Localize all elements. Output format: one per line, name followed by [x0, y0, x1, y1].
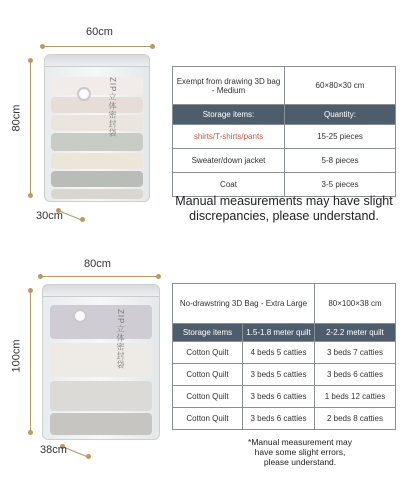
clothing-layer — [51, 153, 143, 169]
table-row — [173, 173, 396, 197]
table-row — [173, 342, 396, 364]
product2-table-title: No-drawstring 3D Bag - Extra Large — [173, 284, 315, 324]
clothing-layer — [51, 189, 143, 199]
valve-icon — [73, 309, 87, 323]
product2-depth-label: 38cm — [40, 444, 67, 456]
ruler-cap — [86, 454, 91, 459]
quilt-layer — [50, 413, 152, 435]
table-cell: shirts/T-shirts/pants — [173, 125, 285, 149]
product2-width-label: 80cm — [84, 258, 111, 270]
quilt-layer — [50, 343, 152, 377]
product2-height-ruler — [30, 290, 31, 432]
product2-height-label: 100cm — [10, 339, 23, 373]
product1-width-label: 60cm — [86, 26, 113, 38]
ruler-cap — [28, 430, 33, 435]
valve-icon — [77, 87, 91, 101]
product1-height-label: 80cm — [10, 104, 23, 132]
product2-header-items: Storage items — [173, 324, 243, 342]
ruler-cap — [28, 193, 33, 198]
clothing-layer — [51, 115, 143, 131]
ruler-cap — [28, 58, 33, 63]
table-row — [173, 364, 396, 386]
table-cell: Coat — [173, 173, 285, 197]
clothing-layer — [51, 133, 143, 151]
product2-width-ruler — [40, 276, 158, 277]
table-cell: 3 beds 6 catties — [243, 386, 315, 408]
bag-print-text: ZIP立体密封袋 — [108, 77, 117, 138]
table-cell: 3-5 pieces — [285, 173, 396, 197]
table-cell: 4 beds 5 catties — [243, 342, 315, 364]
zip-seal — [45, 55, 149, 67]
table-row — [173, 386, 396, 408]
table-row — [173, 408, 396, 430]
table-row — [173, 149, 396, 173]
product1-header-quantity: Quantity: — [285, 105, 396, 125]
product1-header-items: Storage items: — [173, 105, 285, 125]
product1-width-ruler — [42, 46, 152, 47]
ruler-cap — [156, 274, 161, 279]
table-cell: 3 beds 5 catties — [243, 364, 315, 386]
product2-header-quilt-large: 2-2.2 meter quilt — [315, 324, 396, 342]
product2-note: *Manual measurement may have some slight errors, please understand. — [248, 437, 352, 467]
zip-seal — [43, 285, 159, 297]
product2-table-size: 80×100×38 cm — [315, 284, 396, 324]
table-cell: Cotton Quilt — [173, 386, 243, 408]
ruler-cap — [80, 217, 85, 222]
table-cell: Cotton Quilt — [173, 364, 243, 386]
quilt-layer — [50, 305, 152, 339]
table-cell: 5-8 pieces — [285, 149, 396, 173]
product1-spec-table — [172, 66, 396, 197]
table-cell: Sweater/down jacket — [173, 149, 285, 173]
table-cell: 2 beds 8 catties — [315, 408, 396, 430]
product1-table-title: Exempt from drawing 3D bag - Medium — [173, 67, 285, 105]
product1-height-ruler — [30, 60, 31, 195]
product1-table-size: 60×80×30 cm — [285, 67, 396, 105]
table-cell: 3 beds 6 catties — [315, 364, 396, 386]
product1-bag-image — [44, 54, 150, 202]
ruler-cap — [28, 288, 33, 293]
quilt-layer — [50, 381, 152, 411]
table-cell: 3 beds 6 catties — [243, 408, 315, 430]
table-cell: 1 beds 12 catties — [315, 386, 396, 408]
bag-print-text: ZIP立体密封袋 — [116, 309, 125, 370]
table-cell: Cotton Quilt — [173, 342, 243, 364]
product2-spec-table — [172, 283, 396, 430]
product1-note: Manual measurements may have slight discrepancies, please understand. — [175, 194, 393, 223]
ruler-cap — [40, 44, 45, 49]
product2-header-quilt-small: 1.5-1.8 meter quilt — [243, 324, 315, 342]
table-cell: 3 beds 7 catties — [315, 342, 396, 364]
ruler-cap — [150, 44, 155, 49]
table-cell: Cotton Quilt — [173, 408, 243, 430]
clothing-layer — [51, 171, 143, 187]
product2-bag-image — [42, 284, 160, 440]
product1-depth-label: 30cm — [36, 210, 63, 222]
clothing-layer — [51, 97, 143, 113]
table-row — [173, 125, 396, 149]
clothing-layer — [51, 77, 143, 95]
table-cell: 15-25 pieces — [285, 125, 396, 149]
ruler-cap — [38, 274, 43, 279]
